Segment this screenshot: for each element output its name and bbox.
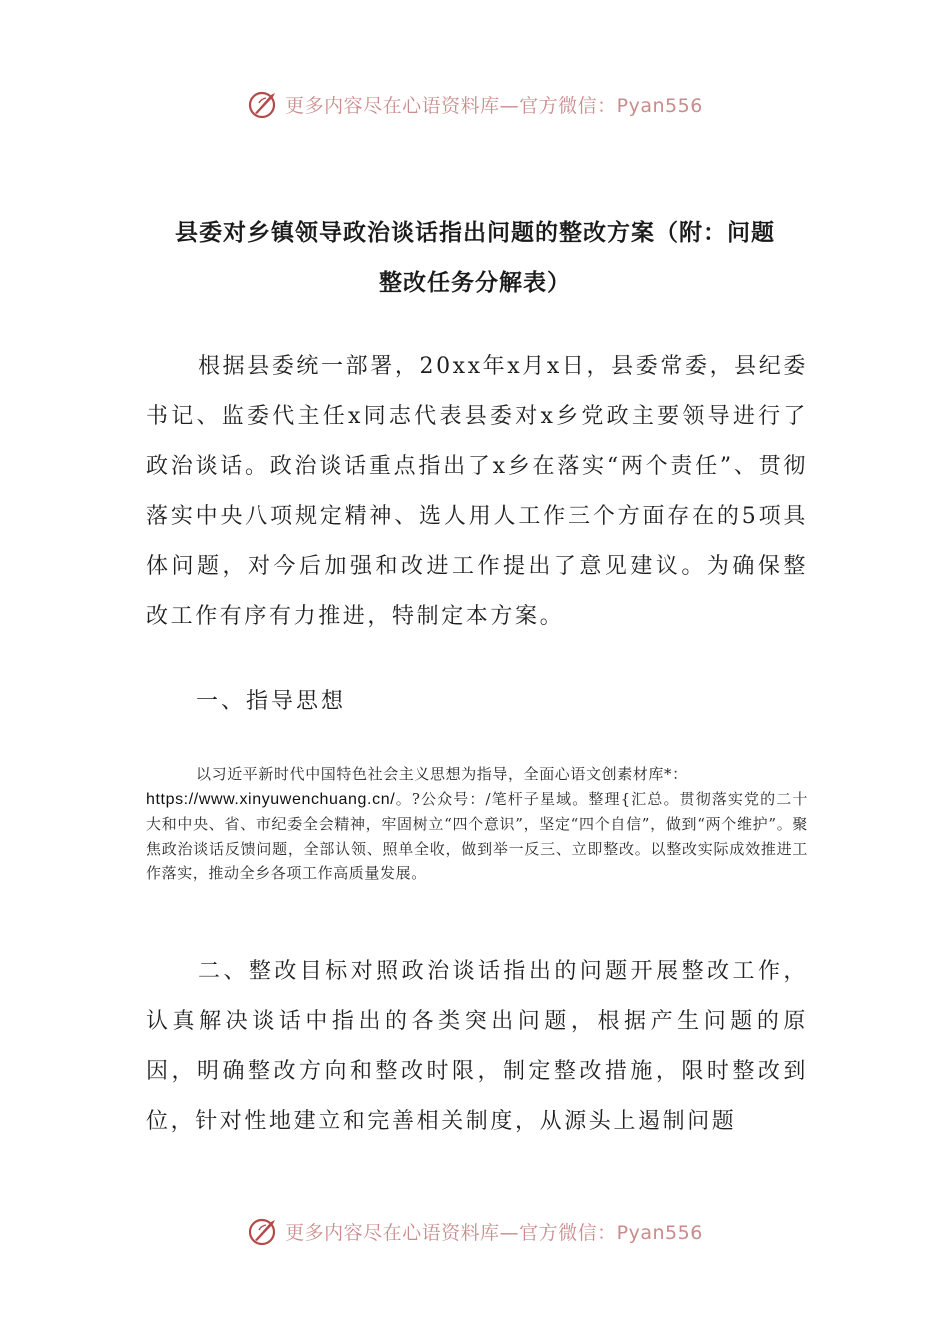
section-1-text-b: 。?公众号：/笔杆子星域。整理{汇总。贯彻落实党的二十大和中央、省、市纪委全会精神，牢固树立“四个意识”，坚定“四个自信”，做到“两个维护”。聚焦政治谈话反馈问题，全部认领、照单全收，做到举一反三、立即整改。以整改实际成效推进工作落实，推动全乡各项工作高质量发展。	[146, 789, 808, 882]
quill-pen-logo-icon	[247, 1214, 281, 1248]
intro-paragraph: 根据县委统一部署，20xx年x月x日，县委常委，县纪委书记、监委代主任x同志代表县委对x乡党政主要领导进行了政治谈话。政治谈话重点指出了x乡在落实“两个责任”、贯彻落实中央八项规定精神、选人用人工作三个方面存在的5项具体问题，对今后加强和改进工作提出了意见建议。为确保整改工作有序有力推进，特制定本方案。	[146, 354, 808, 629]
section-1-text	[146, 762, 808, 886]
section-1-text-a: 以习近平新时代中国特色社会主义思想为指导，全面心语文创素材库*：	[196, 765, 688, 783]
footer-banner	[0, 1211, 950, 1251]
footer-banner-text: 更多内容尽在心语资料库—官方微信：Pyan556	[285, 1221, 703, 1244]
wechat-handle: Pyan556	[616, 94, 703, 117]
header-banner-text: 更多内容尽在心语资料库—官方微信：Pyan556	[285, 94, 703, 117]
header-banner	[0, 84, 950, 124]
wechat-handle: Pyan556	[616, 1221, 703, 1244]
quill-pen-logo-icon	[247, 87, 281, 121]
source-url-link[interactable]: https://www.xinyuwenchuang.cn/	[146, 790, 396, 808]
section-1-heading: 一、指导思想	[196, 689, 347, 714]
title-line-1: 县委对乡镇领导政治谈话指出问题的整改方案（附：问题	[175, 220, 775, 246]
title-line-2: 整改任务分解表）	[379, 270, 571, 296]
document-title	[140, 208, 810, 308]
section-2-paragraph: 二、整改目标对照政治谈话指出的问题开展整改工作，认真解决谈话中指出的各类突出问题，根据产生问题的原因，明确整改方向和整改时限，制定整改措施，限时整改到位，针对性地建立和完善相关制度，从源头上遏制问题	[146, 959, 808, 1134]
